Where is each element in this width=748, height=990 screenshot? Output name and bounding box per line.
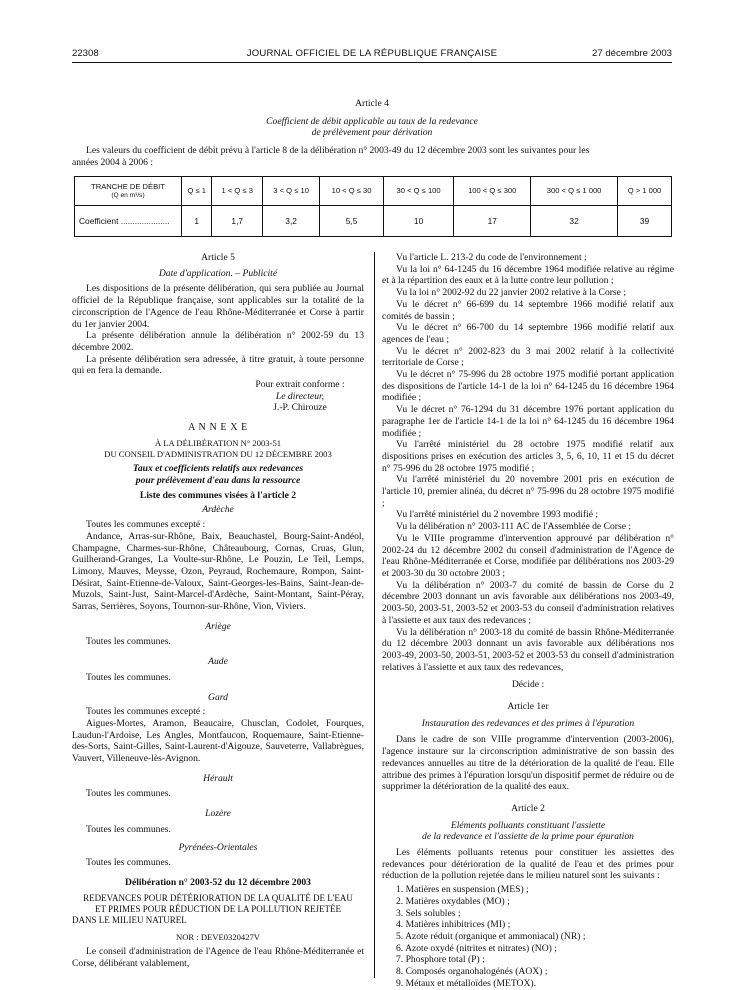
range-cell: 300 < Q ≤ 1 000	[531, 177, 618, 206]
aude-text: Toutes les communes.	[86, 671, 171, 683]
vu-item: Vu le décret n° 75-996 du 28 octobre 1975 modifié portant application des dispositions de l'article 14-1 de la loi n° 64-1245 du 16 décembre 1964 modifiée ;	[382, 369, 674, 404]
article-4-title: Article 4	[355, 98, 389, 109]
list-item: 7. Phosphore total (P) ;	[396, 954, 485, 966]
table-head-unit: (Q en m³/s)	[111, 191, 145, 199]
signature-block	[72, 379, 364, 414]
signature-name: J.-P. Chirouze	[273, 402, 327, 414]
article-4-subtitle-2: de prélèvement pour dérivation	[311, 127, 433, 139]
article-5-paragraph-1: Les dispositions de la présente délibération, qui sera publiée au Journal officiel de la République française, sont applicables sur la totalité de la circonscription de l'Agence de l'eau Rhône-Méditerranée et Corse à partir du 1er janvier 2004.	[72, 283, 364, 330]
conseil-paragraph: Le conseil d'administration de l'Agence de l'eau Rhône-Méditerranée et Corse, délibérant valablement,	[72, 946, 364, 969]
department-aude: Aude	[208, 656, 228, 668]
coefficient-table	[74, 176, 672, 237]
annexe-title: A N N E X E	[188, 422, 248, 434]
article-1-text: Dans le cadre de son VIIIe programme d'intervention (2003-2006), l'agence instaure sur la circonscription administrative de son bassin des redevances annuelles au titre de la détérioration de la qualité de l'eau. Elle attribue des primes à l'épuration lorsqu'un dispositif permet de réduire ou de supprimer la détérioration de la qualité des eaux.	[382, 734, 674, 793]
list-item: 6. Azote oxydé (nitrites et nitrates) (NO) ;	[396, 942, 557, 954]
pollutant-list	[382, 884, 674, 989]
range-cell: 10 < Q ≤ 30	[320, 177, 384, 206]
value-cell: 17	[454, 206, 531, 237]
nor-reference: NOR : DEVE0320427V	[175, 931, 261, 942]
value-cell: 32	[531, 206, 618, 237]
gard-communes: Aigues-Mortes, Aramon, Beaucaire, Chusclan, Codolet, Fourques, Laudun-l'Ardoise, Les Angles, Montfaucon, Roquemaure, Saint-Etienne-des-Sorts, Saint-Gilles, Saint-Laurent-d'Aigouze, Sauveterre, Vallabrègues, Vauvert, Villeneuve-lès-Avignon.	[72, 717, 364, 765]
vu-item: Vu le VIIIe programme d'intervention approuvé par délibération n° 2002-24 du 12 décembre 2002 du conseil d'administration de l'Agence de l'eau Rhône-Méditerranée et Corse, modifiée par délibérations nos 2003-29 et 2003-30 du 30 octobre 2003 ;	[382, 532, 674, 579]
right-column	[382, 252, 674, 989]
article-5-title: Article 5	[201, 252, 235, 263]
redevances-line-2: ET PRIMES POUR RÉDUCTION DE LA POLLUTION REJETÉE	[94, 903, 342, 914]
article-4-heading	[72, 98, 672, 139]
ariege-text: Toutes les communes.	[86, 636, 171, 648]
annexe-subtitle-1: Taux et coefficients relatifs aux redevances	[132, 463, 304, 475]
row-label-cell: Coefficient .....................	[75, 206, 182, 237]
vu-item: Vu le décret n° 66-700 du 14 septembre 1966 modifié relatif aux agences de l'eau ;	[382, 322, 674, 345]
list-item: 3. Sels solubles ;	[396, 907, 461, 919]
article-1-title: Article 1er	[507, 701, 549, 713]
vu-item: Vu la délibération n° 2003-111 AC de l'Assemblée de Corse ;	[396, 521, 632, 533]
column-divider	[374, 252, 375, 978]
vu-item: Vu l'arrêté ministériel du 2 novembre 1993 modifié ;	[396, 509, 599, 521]
range-cell: 3 < Q ≤ 10	[263, 177, 320, 206]
article-5-subtitle: Date d'application. – Publicité	[158, 267, 278, 279]
herault-text: Toutes les communes.	[86, 788, 171, 800]
annexe-line-1: À LA DÉLIBÉRATION N° 2003-51	[154, 438, 282, 449]
issue-date: 27 décembre 2003	[591, 48, 672, 59]
journal-title: JOURNAL OFFICIEL DE LA RÉPUBLIQUE FRANÇAISE	[246, 48, 498, 59]
vu-item: Vu la délibération n° 2003-18 du comité de bassin Rhône-Méditerranée du 12 décembre 2003 donnant un avis favorable aux délibérations nos 2003-49, 2003-50, 2003-51, 2003-52 et 2003-53 du conseil d'administration relatives à l'assiette et aux taux des redevances,	[382, 626, 674, 673]
value-cell: 39	[617, 206, 671, 237]
article-5-paragraph-2: La présente délibération annule la délibération n° 2002-59 du 13 décembre 2002.	[72, 330, 364, 353]
redevances-line-3: DANS LE MILIEU NATUREL	[72, 914, 187, 925]
table-header-row	[75, 177, 672, 206]
article-4-intro	[72, 145, 672, 168]
range-cell: 100 < Q ≤ 300	[454, 177, 531, 206]
table-head-cell	[75, 177, 182, 206]
range-cell: Q ≤ 1	[182, 177, 212, 206]
vu-item: Vu le décret n° 2002-823 du 3 mai 2002 relatif à la collectivité territoriale de Corse ;	[382, 345, 674, 369]
article-5-paragraph-3: La présente délibération sera adressée, à titre gratuit, à toute personne qui en fera la demande.	[72, 353, 364, 377]
article-4-intro-line-2: années 2004 à 2006 :	[72, 156, 153, 168]
decide-label: Décide :	[511, 679, 545, 691]
communes-list-title: Liste des communes visées à l'article 2	[139, 489, 297, 501]
article-2-title: Article 2	[511, 802, 545, 814]
vu-item: Vu le décret n° 76-1294 du 31 décembre 1976 portant application du paragraphe 1er de l'article 14-1 de la loi n° 64-1245 du 16 décembre 1964 modifiée ;	[382, 404, 674, 439]
vu-item: Vu l'arrêté ministériel du 28 octobre 1975 modifié relatif aux dispositions prises en exécution des articles 3, 5, 6, 10, 11 et 15 du décret n° 75-996 du 28 octobre 1975 modifié ;	[382, 439, 674, 474]
vu-item: Vu la loi n° 2002-92 du 22 janvier 2002 relative à la Corse ;	[396, 287, 626, 299]
range-cell: 1 < Q ≤ 3	[212, 177, 263, 206]
value-cell: 10	[383, 206, 453, 237]
article-1-subtitle: Instauration des redevances et des primes à l'épuration	[421, 717, 635, 729]
value-cell: 3,2	[263, 206, 320, 237]
list-item: 1. Matières en suspension (MES) ;	[396, 884, 529, 896]
left-column	[72, 252, 364, 969]
page-number: 22308	[72, 48, 99, 59]
ardeche-communes: Andance, Arras-sur-Rhône, Baix, Beauchastel, Bourg-Saint-Andéol, Champagne, Charmes-sur-Rhône, Châteaubourg, Cornas, Cruas, Glun, Guilherand-Granges, La Voulte-sur-Rhône, Le Pouzin, Le Teil, Lemps, Limony, Mauves, Meysse, Ozon, Peyraud, Rochemaure, Rompon, Saint-Désirat, Saint-Etienne-de-Valoux, Saint-Georges-les-Bains, Saint-Jean-de-Muzols, Saint-Just, Saint-Marcel-d'Ardèche, Saint-Montant, Saint-Péray, Sarras, Serrières, Soyons, Tournon-sur-Rhône, Vion, Viviers.	[72, 530, 364, 613]
ardeche-intro: Toutes les communes excepté :	[86, 519, 206, 531]
article-4-intro-line-1: Les valeurs du coefficient de débit prévu à l'article 8 de la délibération n° 2003-49 du 12 décembre 2003 sont les suivantes pour les	[86, 145, 590, 156]
range-cell: Q > 1 000	[617, 177, 671, 206]
article-2-text: Les éléments polluants retenus pour constituer les assiettes des redevances pour détérioration de la qualité de l'eau et des primes pour réduction de la pollution rejetée dans le milieu naturel sont les suivants :	[382, 847, 674, 882]
annexe-line-2: DU CONSEIL D'ADMINISTRATION DU 12 DÉCEMBRE 2003	[104, 448, 332, 459]
vu-item: Vu l'arrêté ministériel du 20 novembre 2001 pris en exécution de l'article 10, premier alinéa, du décret n° 75-996 du 28 octobre 1975 modifié ;	[382, 474, 674, 509]
signature-line-2: Le directeur,	[275, 390, 325, 402]
article-2-subtitle-1: Eléments polluants constituant l'assiette	[450, 819, 606, 831]
vu-item: Vu le décret n° 66-699 du 14 septembre 1966 modifié relatif aux comités de bassin ;	[382, 298, 674, 322]
vu-item: Vu la délibération n° 2003-7 du comité de bassin de Corse du 2 décembre 2003 donnant un avis favorable aux délibérations nos 2003-49, 2003-50, 2003-51, 2003-52 et 2003-53 du conseil d'administration relatives à l'assiette et aux taux des redevances ;	[382, 579, 674, 626]
department-gard: Gard	[208, 691, 228, 703]
list-item: 2. Matières oxydables (MO) ;	[396, 895, 510, 907]
redevances-line-1: REDEVANCES POUR DÉTÉRIORATION DE LA QUALITÉ DE L'EAU	[83, 892, 353, 903]
article-4-subtitle-1: Coefficient de débit applicable au taux de la redevance	[266, 115, 478, 127]
value-cell: 1,7	[212, 206, 263, 237]
department-pyrenees-orientales: Pyrénées-Orientales	[178, 841, 258, 853]
range-cell: 30 < Q ≤ 100	[383, 177, 453, 206]
value-cell: 5,5	[320, 206, 384, 237]
department-herault: Hérault	[203, 772, 233, 784]
vu-item: Vu la loi n° 64-1245 du 16 décembre 1964 modifiée relative au régime et à la répartition des eaux et à la lutte contre leur pollution ;	[382, 263, 674, 287]
pyrenees-text: Toutes les communes.	[86, 857, 171, 869]
lozere-text: Toutes les communes.	[86, 823, 171, 835]
list-item: 4. Matières inhibitrices (MI) ;	[396, 919, 511, 931]
department-ariege: Ariège	[205, 620, 231, 632]
deliberation-52-title: Délibération n° 2003-52 du 12 décembre 2003	[125, 876, 311, 888]
list-item: 8. Composés organohalogénés (AOX) ;	[396, 966, 548, 978]
article-2-subtitle-2: de la redevance et l'assiette de la prime pour épuration	[422, 831, 634, 843]
list-item: 5. Azote réduit (organique et ammoniacal) (NR) ;	[396, 930, 586, 942]
vu-item: Vu l'article L. 213-2 du code de l'environnement ;	[396, 252, 587, 263]
department-lozere: Lozère	[205, 808, 231, 820]
value-cell: 1	[182, 206, 212, 237]
annexe-subtitle-2: pour prélèvement d'eau dans la ressource	[135, 475, 301, 486]
page-header	[72, 46, 672, 63]
department-ardeche: Ardèche	[202, 504, 234, 516]
list-item: 9. Métaux et métalloïdes (METOX).	[396, 977, 536, 989]
table-value-row	[75, 206, 672, 237]
gard-intro: Toutes les communes excepté :	[86, 706, 206, 718]
table-head-main: TRANCHE DE DÉBIT	[91, 182, 165, 192]
signature-line-1: Pour extrait conforme :	[255, 379, 345, 391]
